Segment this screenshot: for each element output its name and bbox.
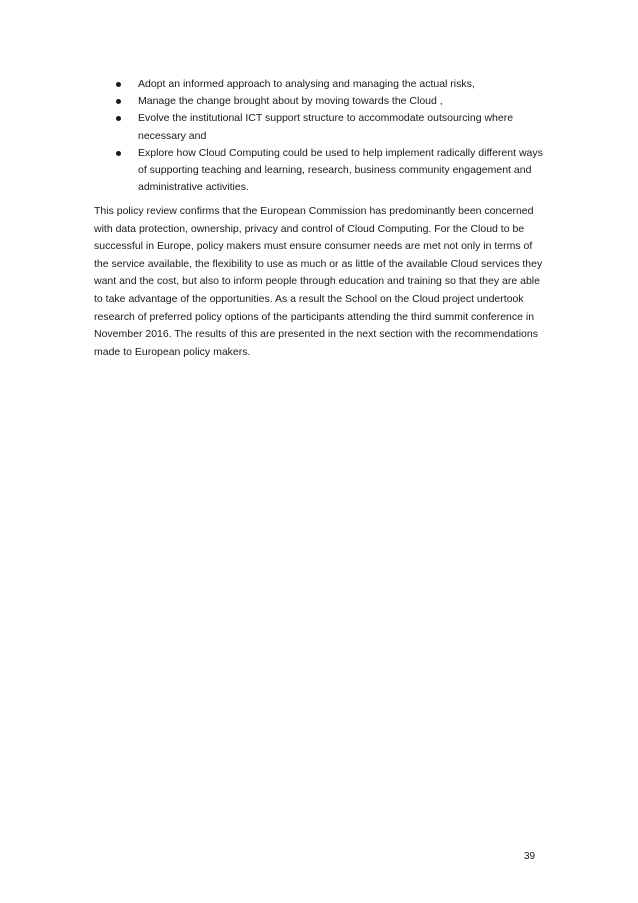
bullet-text: Manage the change brought about by moving towards the Cloud , [138,95,443,108]
bullet-icon [116,151,121,156]
list-item [112,145,548,197]
bullet-text: Adopt an informed approach to analysing and managing the actual risks, [138,78,475,90]
bullet-icon [116,82,121,87]
list-item [112,110,548,144]
list-item [112,93,548,110]
bullet-text: Explore how Cloud Computing could be used to help implement radically different ways of supporting teaching and learning, research, business community engagement and administrative activities. [138,146,543,194]
page-number: 39 [524,851,536,862]
body-paragraph: This policy review confirms that the European Commission has predominantly been concerned with data protection, ownership, privacy and control of Cloud Computing. For the Cloud to be successful in Europe, policy makers must ensure consumer needs are met not only in terms of the service available, the flexibility to use as much or as little of the available Cloud services they want and the cost, but also to inform people through education and training so that they are able to take advantage of the opportunities. As a result the School on the Cloud project undertook research of preferred policy options of the participants attending the third summit conference in November 2016. The results of this are presented in the next section with the recommendations made to European policy makers. [94,205,543,358]
bullet-icon [116,99,121,104]
list-item [112,76,548,93]
bullet-icon [116,116,121,121]
bullet-text: Evolve the institutional ICT support structure to accommodate outsourcing where necessary and [138,112,514,142]
bullet-list [112,76,548,196]
